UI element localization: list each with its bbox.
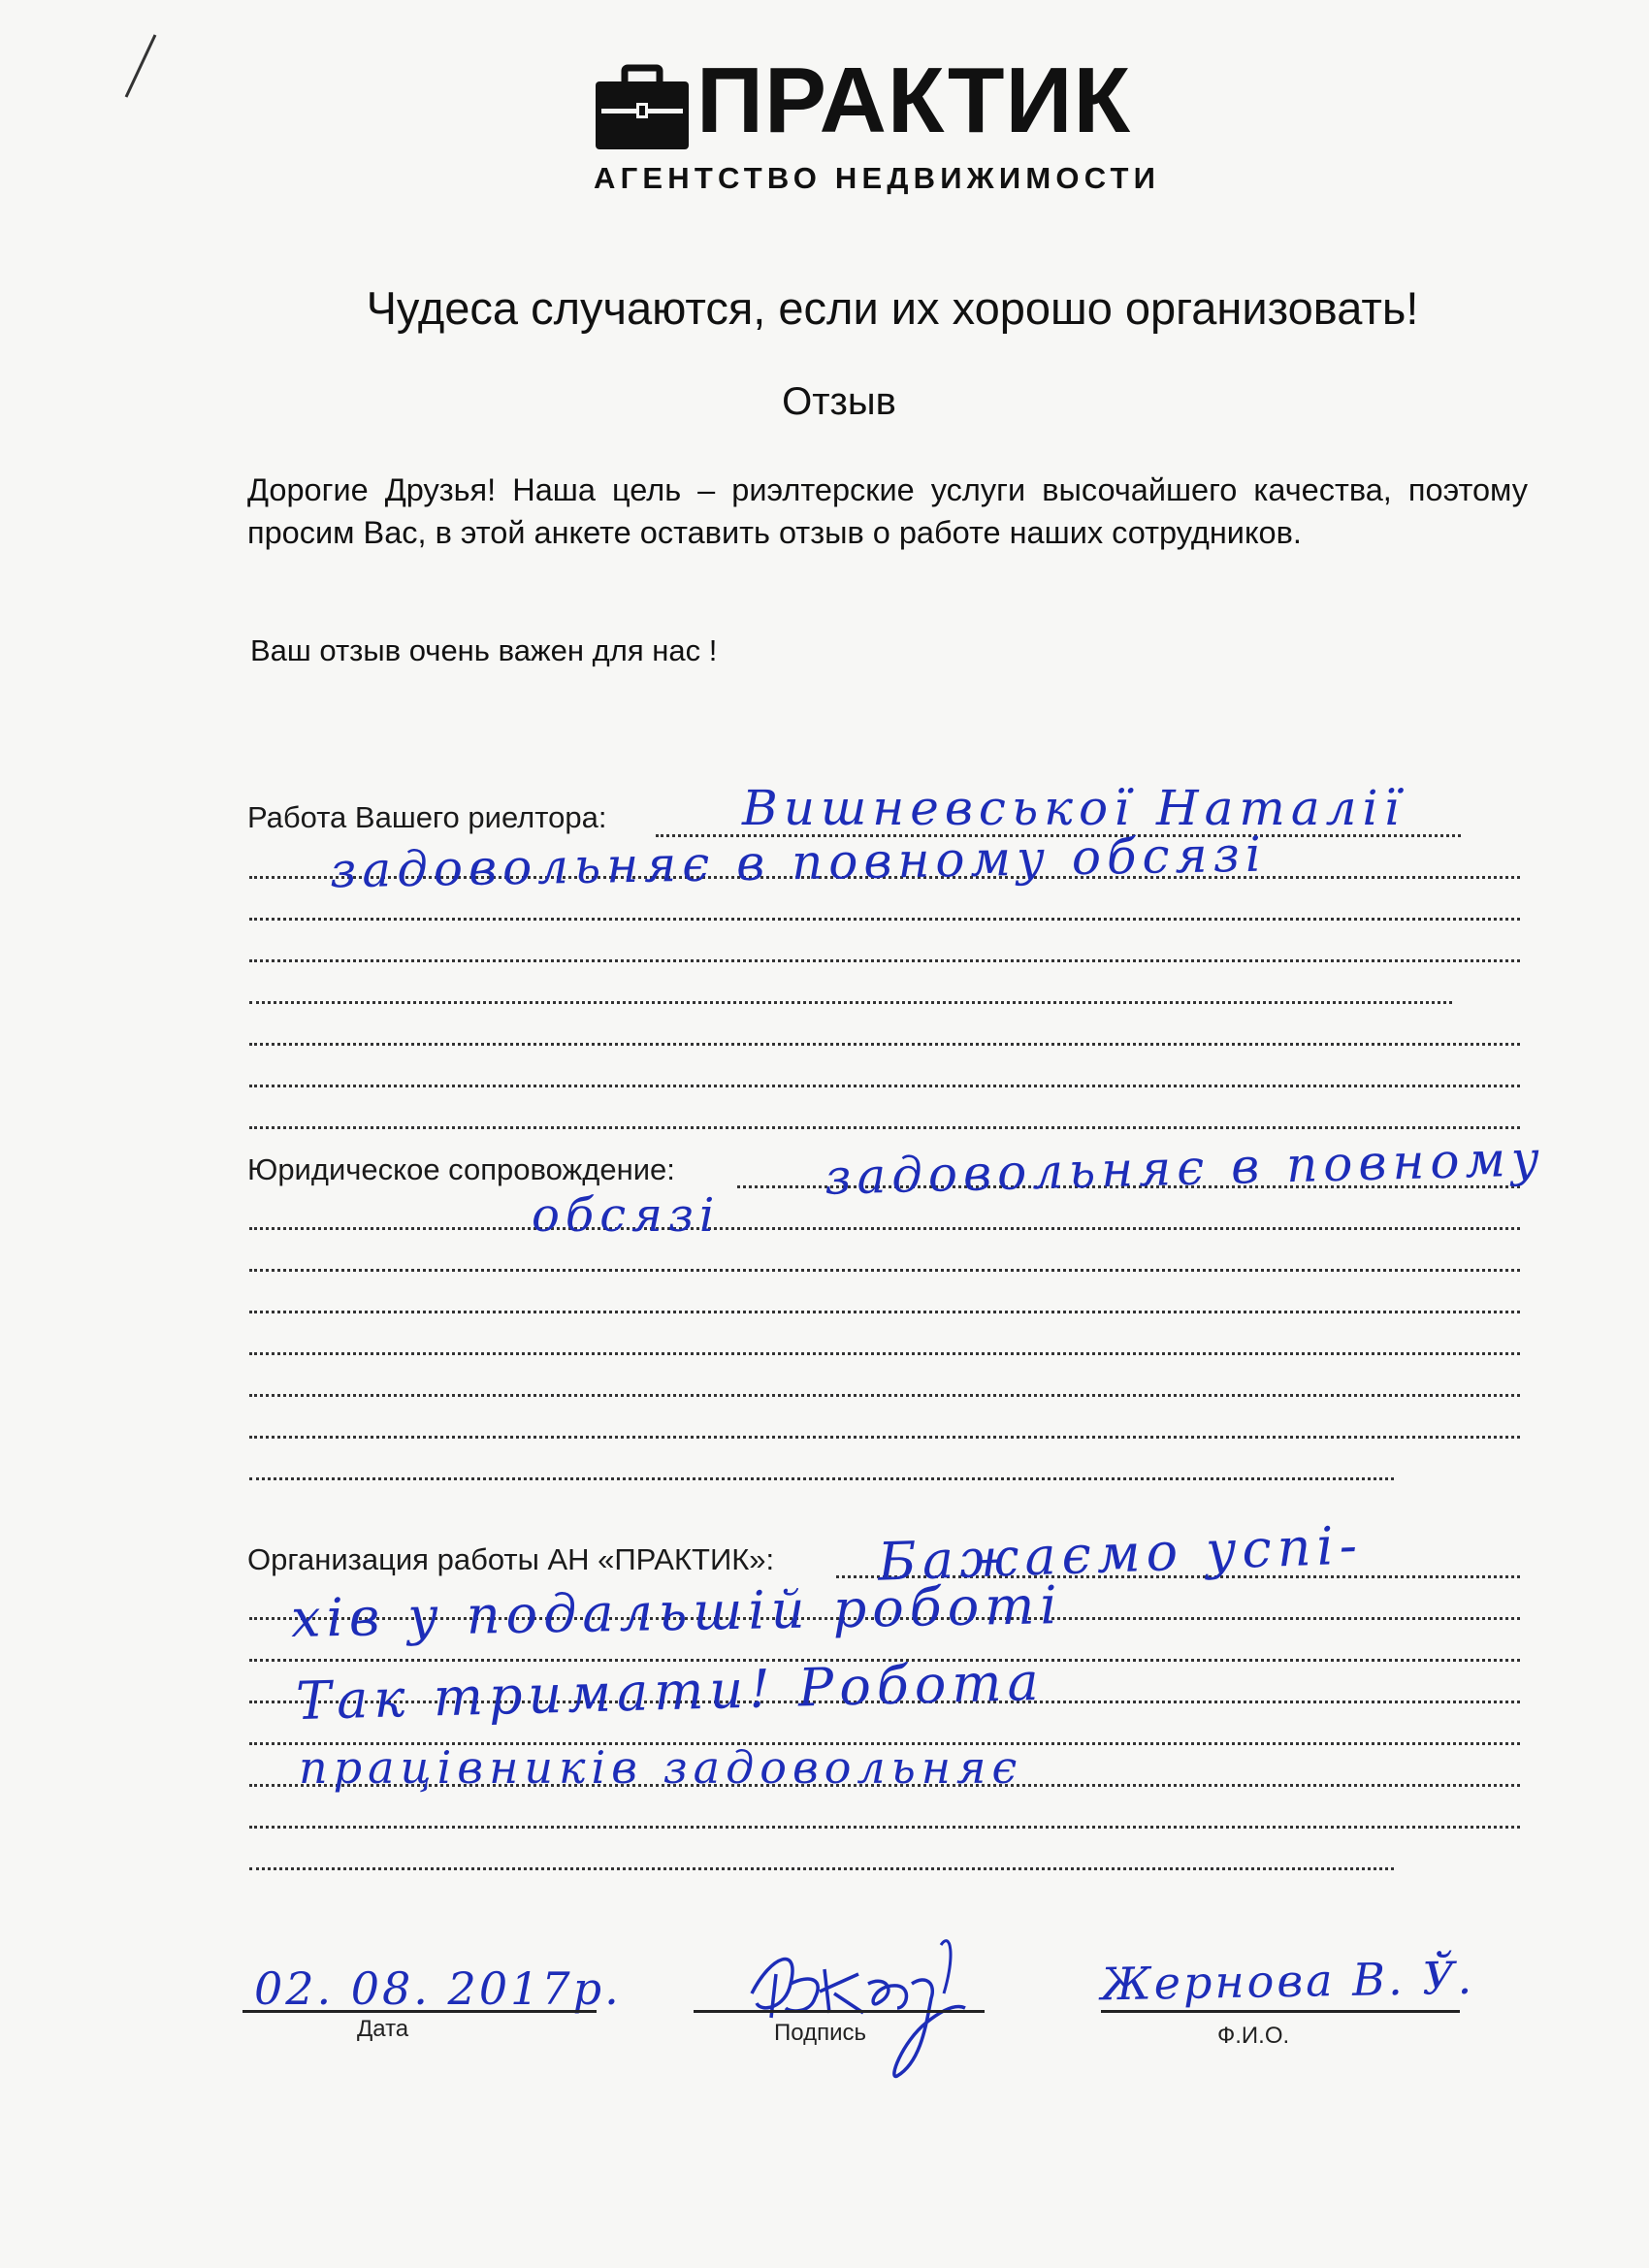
handwritten-answer: задовольняє в повному обсязі: [329, 826, 1268, 899]
answer-line[interactable]: [249, 1001, 1452, 1004]
name-caption: Ф.И.О.: [1217, 2023, 1290, 2049]
signature-line[interactable]: [694, 2010, 985, 2013]
handwritten-answer: працівників задовольняє: [299, 1741, 1023, 1794]
briefcase-icon: [592, 64, 693, 153]
answer-line[interactable]: [249, 1867, 1394, 1870]
answer-line[interactable]: [249, 1477, 1394, 1480]
slogan: Чудеса случаются, если их хорошо организовать!: [366, 282, 1419, 334]
name-value: Жернова В. Ў.: [1100, 1951, 1475, 2011]
logo-brand-name: ПРАКТИК: [696, 49, 1132, 152]
handwritten-answer: хів у подальшій роботі: [290, 1574, 1064, 1649]
handwritten-answer: обсязі: [532, 1188, 721, 1243]
important-note: Ваш отзыв очень важен для нас !: [250, 633, 718, 667]
intro-paragraph: Дорогие Друзья! Наша цель – риэлтерские услуги высочайшего качества, поэтому просим Вас, в этой анкете оставить отзыв о работе наших сотрудников.: [247, 472, 1528, 550]
section-label: Юридическое сопровождение:: [247, 1152, 675, 1186]
answer-line[interactable]: [249, 959, 1520, 962]
answer-line[interactable]: [249, 1269, 1520, 1272]
handwritten-answer: Вишневської Наталії: [742, 780, 1406, 836]
signature-caption: Подпись: [774, 2020, 866, 2046]
date-line[interactable]: [242, 2010, 597, 2013]
name-line[interactable]: [1101, 2010, 1460, 2013]
answer-line[interactable]: [249, 1043, 1520, 1046]
date-caption: Дата: [357, 2016, 409, 2042]
handwritten-answer: Бажаємо успі-: [877, 1514, 1364, 1593]
handwritten-answer: задовольняє в повному: [824, 1130, 1546, 1206]
answer-line[interactable]: [249, 1826, 1520, 1829]
section-label: Работа Вашего риелтора:: [247, 800, 607, 834]
answer-line[interactable]: [249, 1126, 1520, 1129]
handwritten-answer: Так тримати! Робота: [295, 1650, 1046, 1733]
logo: [592, 49, 1193, 206]
stray-pen-mark: [116, 29, 165, 107]
answer-line[interactable]: [249, 1436, 1520, 1439]
answer-line[interactable]: [249, 1227, 1520, 1230]
answer-line[interactable]: [249, 918, 1520, 921]
signature-image: [732, 1916, 1023, 2090]
answer-line[interactable]: [249, 1394, 1520, 1397]
answer-line[interactable]: [249, 1085, 1520, 1087]
answer-line[interactable]: [249, 1311, 1520, 1313]
date-value: 02. 08. 2017р.: [254, 1962, 622, 2015]
section-label: Организация работы АН «ПРАКТИК»:: [247, 1542, 775, 1576]
page-title: Отзыв: [782, 380, 896, 423]
logo-tagline: АГЕНТСТВО НЕДВИЖИМОСТИ: [594, 161, 1161, 195]
answer-line[interactable]: [249, 1352, 1520, 1355]
